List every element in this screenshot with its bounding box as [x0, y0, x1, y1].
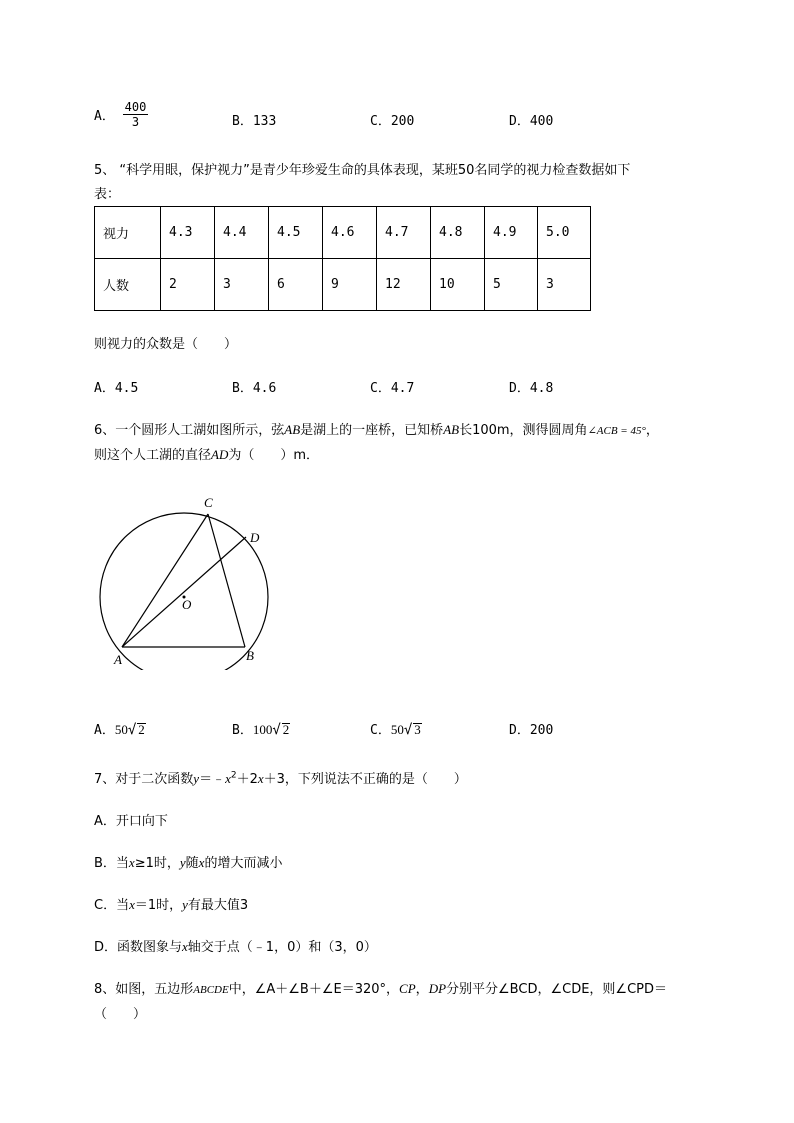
- label-o: O: [182, 597, 192, 612]
- q7-option-d: [94, 936, 377, 955]
- q5-stem-line2: 表：: [94, 187, 121, 202]
- q7-text: B．当: [94, 856, 129, 871]
- table-header-cell: 视力: [95, 207, 161, 259]
- q8-text: 中，∠A＋∠B＋∠E＝320°，: [228, 982, 400, 997]
- q8-segment-cp: CP: [399, 981, 416, 996]
- q6-text: 则这个人工湖的直径: [94, 448, 212, 463]
- radical-sign: √: [403, 722, 413, 738]
- q5-option-c: C．4.7: [370, 381, 415, 396]
- table-cell: 9: [323, 259, 377, 311]
- table-row: [95, 259, 591, 311]
- q7-text: C．当: [94, 898, 130, 913]
- q6-stem-line1: [94, 419, 659, 438]
- q4-option-b: B．133: [232, 114, 277, 129]
- q8-segment-dp: DP: [428, 981, 447, 996]
- q7-var-x: x: [129, 897, 135, 912]
- table-cell: 12: [377, 259, 431, 311]
- q4-option-a-label: A．: [94, 109, 115, 124]
- table-cell: 10: [431, 259, 485, 311]
- table-cell: 4.3: [161, 207, 215, 259]
- q7-var-x: x: [198, 855, 205, 870]
- q6-option-c-label: C．: [370, 723, 391, 738]
- q7-var-x: x: [182, 939, 188, 954]
- q4-option-a-fraction: [123, 100, 149, 129]
- q6-option-d: D．200: [509, 723, 554, 738]
- q5-option-a: A．4.5: [94, 381, 139, 396]
- q7-var-y: y: [193, 771, 200, 786]
- q8-text: 分别平分∠BCD，∠CDE，则∠CPD＝: [446, 982, 667, 997]
- label-d: D: [250, 530, 260, 545]
- label-b: B: [246, 648, 254, 663]
- q7-var-x: x: [128, 855, 135, 870]
- chord-ac: [122, 514, 208, 647]
- q8-stem-line1: [94, 978, 667, 997]
- q4-option-c: C．200: [370, 114, 415, 129]
- vision-table: [94, 206, 591, 311]
- q7-text: ＝1时，: [134, 898, 183, 913]
- q6-chord-ab: AB: [443, 422, 460, 437]
- q6-text: 为（ ）m．: [228, 448, 320, 463]
- q6-option-a-label: A．: [94, 723, 115, 738]
- q7-text: D．函数图象与: [94, 940, 183, 955]
- q6-angle: ∠ACB = 45°: [587, 425, 646, 437]
- label-a: A: [114, 652, 122, 667]
- q6-text: 长100m，测得圆周角: [459, 423, 588, 438]
- q7-stem: [94, 768, 467, 787]
- q4-option-d: D．400: [509, 114, 554, 129]
- q7-text: 有最大值3: [187, 898, 249, 913]
- table-header-cell: 人数: [95, 259, 161, 311]
- q6-option-b: [232, 719, 290, 738]
- table-cell: 4.4: [215, 207, 269, 259]
- table-cell: 3: [538, 259, 591, 311]
- fraction-denominator: 3: [131, 115, 140, 129]
- table-cell: 4.9: [485, 207, 538, 259]
- q6-option-a: [94, 719, 146, 738]
- q7-var-x: x: [257, 771, 264, 786]
- label-c: C: [204, 495, 213, 510]
- q6-option-a-coef: 50: [114, 722, 128, 737]
- q5-question: 则视力的众数是（ ）: [94, 337, 238, 352]
- table-cell: 4.7: [377, 207, 431, 259]
- q4-option-a: [94, 100, 148, 129]
- q7-var-y: y: [179, 855, 186, 870]
- q7-text: 随: [185, 856, 199, 871]
- radical-sign: √: [272, 722, 281, 738]
- q7-text: 7、对于二次函数: [94, 772, 194, 787]
- fraction-numerator: 400: [124, 100, 147, 114]
- q6-diameter-ad: AD: [211, 447, 229, 462]
- q7-text: 的增大而减小: [204, 856, 283, 871]
- q5-stem-line1: 5、 “科学用眼，保护视力”是青少年珍爱生命的具体表现，某班50名同学的视力检查数据如下: [94, 163, 631, 178]
- table-cell: 2: [161, 259, 215, 311]
- q7-exponent: 2: [230, 770, 237, 781]
- q7-text: ＋3，下列说法不正确的是（ ）: [263, 772, 467, 787]
- table-cell: 4.5: [269, 207, 323, 259]
- table-cell: 3: [215, 259, 269, 311]
- q8-text: ，: [415, 982, 429, 997]
- q7-text: ＝﹣: [199, 772, 226, 787]
- radical-sign: √: [127, 722, 137, 738]
- q6-text: 是湖上的一座桥，已知桥: [300, 423, 444, 438]
- q7-text: ＋2: [236, 772, 258, 787]
- q8-stem-line2: （ ）: [94, 1007, 147, 1022]
- q6-option-a-radicand: 2: [138, 722, 145, 737]
- q5-option-b: B．4.6: [232, 381, 277, 396]
- table-cell: 6: [269, 259, 323, 311]
- q8-pentagon: ABCDE: [193, 984, 229, 996]
- q5-option-d: D．4.8: [509, 381, 554, 396]
- q6-option-c-radicand: 3: [414, 722, 421, 737]
- diameter-ad: [122, 537, 246, 647]
- q6-stem-line2: [94, 444, 319, 463]
- q8-text: 8、如图，五边形: [94, 982, 194, 997]
- table-cell: 4.8: [431, 207, 485, 259]
- q6-circle-figure: [90, 490, 280, 670]
- q6-option-c-coef: 50: [390, 722, 404, 737]
- q7-option-c: [94, 894, 248, 913]
- table-cell: 4.6: [323, 207, 377, 259]
- q7-option-b: [94, 852, 282, 871]
- table-cell: 5.0: [538, 207, 591, 259]
- q6-option-b-coef: 100: [252, 722, 273, 737]
- q6-text: 6、一个圆形人工湖如图所示，弦: [94, 423, 285, 438]
- table-row: [95, 207, 591, 259]
- q6-text: ，: [645, 423, 659, 438]
- q6-option-b-label: B．: [232, 723, 253, 738]
- q7-text: ≥1时，: [134, 856, 180, 871]
- q6-option-b-radicand: 2: [282, 722, 290, 737]
- table-cell: 5: [485, 259, 538, 311]
- q6-chord-ab: AB: [284, 422, 301, 437]
- q6-option-c: [370, 719, 422, 738]
- q7-text: 轴交于点（﹣1，0）和（3，0）: [187, 940, 377, 955]
- q7-option-a: A．开口向下: [94, 814, 168, 829]
- q7-var-x: x: [225, 771, 231, 786]
- q7-var-y: y: [182, 897, 188, 912]
